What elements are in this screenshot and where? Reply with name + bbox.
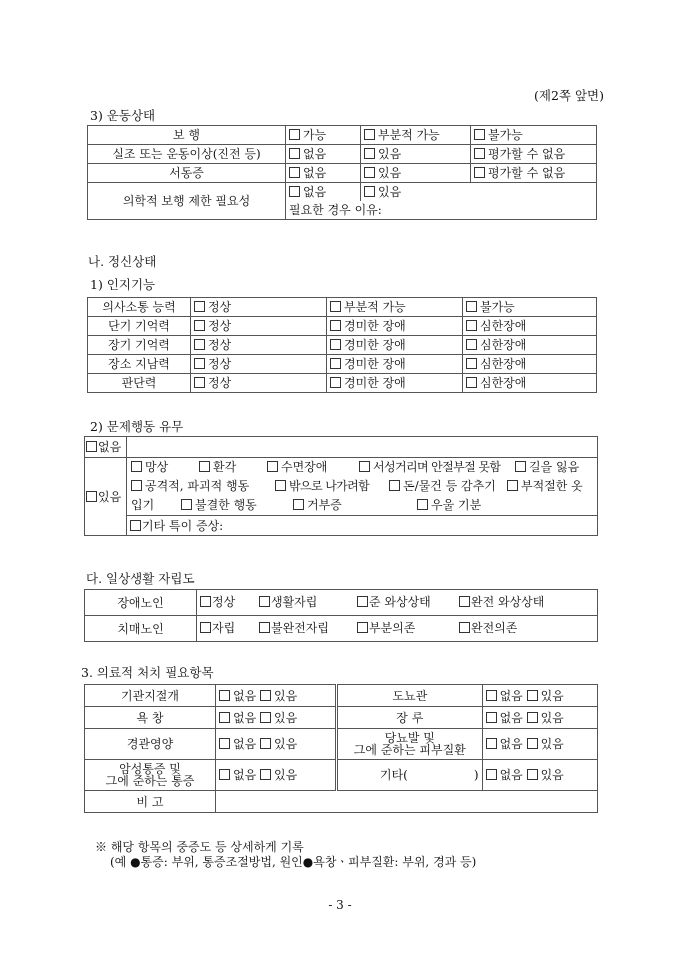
page-number: - 3 - [328,898,352,912]
row-label: 서동증 [88,164,286,183]
row-label: 도뇨관 [337,685,483,707]
daily-row [85,590,598,616]
option[interactable]: 없음 [286,164,361,183]
daily-heading: 다. 일상생활 자립도 [86,571,195,586]
checkbox-icon[interactable] [194,320,205,331]
note-line1: ※ 해당 항목의 중증도 등 상세하게 기록 [95,840,304,854]
cognitive-row [88,317,597,336]
option-continuation: 입기 [131,498,155,512]
option[interactable]: 부적절한 옷 [507,479,583,493]
row-label: 기관지절개 [85,685,216,707]
care-row [85,707,598,729]
option[interactable]: 경미한 장애 [327,317,463,336]
option[interactable]: 경미한 장애 [327,374,463,393]
option[interactable]: 공격적, 파괴적 행동 [131,479,249,493]
checkbox-icon[interactable] [357,622,368,633]
option[interactable]: 수면장애 [267,460,327,474]
option[interactable]: 길을 잃음 [515,460,579,474]
checkbox-icon[interactable] [507,480,518,491]
checkbox-icon[interactable] [181,499,192,510]
checkbox-icon[interactable] [486,738,497,749]
other-field[interactable]: 기타( ) [337,760,483,791]
checkbox-icon[interactable] [364,129,375,140]
cognitive-row [88,336,597,355]
row-label: 장소 지남력 [88,355,191,374]
row-label: 장애노인 [85,590,197,616]
checkbox-icon[interactable] [194,301,205,312]
option[interactable]: 우울 기분 [417,498,481,512]
checkbox-icon[interactable] [466,339,477,350]
row-label: 보 행 [88,126,286,145]
checkbox-icon[interactable] [260,712,271,723]
option[interactable]: 심한장애 [463,355,597,374]
checkbox-icon[interactable] [357,596,368,607]
option[interactable]: 심한장애 [463,336,597,355]
checkbox-icon[interactable] [260,769,271,780]
option[interactable]: 불완전자립 [259,621,329,635]
checkbox-icon[interactable] [330,320,341,331]
cognitive-table [87,297,597,393]
yn-options[interactable]: 없음 있음 [482,760,597,791]
page-header: (제2쪽 앞면) [534,88,604,103]
checkbox-icon[interactable] [194,377,205,388]
checkbox-icon[interactable] [486,712,497,723]
checkbox-icon[interactable] [515,461,526,472]
behavior-table [84,436,598,536]
checkbox-icon[interactable] [474,167,485,178]
option[interactable]: 평가할 수 없음 [471,145,597,164]
other-symptoms-field[interactable]: 기타 특이 증상: [127,516,598,536]
yn-options[interactable]: 없음 있음 [216,685,337,707]
checkbox-icon[interactable] [486,769,497,780]
option[interactable]: 부분적 가능 [361,126,471,145]
checkbox-icon[interactable] [260,738,271,749]
checkbox-icon[interactable] [194,339,205,350]
mobility-row [88,145,597,164]
row-label: 실조 또는 운동이상(진전 등) [88,145,286,164]
option[interactable]: 자립 [200,621,235,635]
yn-options[interactable]: 없음 있음 [216,707,337,729]
checkbox-icon[interactable] [200,622,211,633]
yn-options[interactable]: 없음 있음 [482,707,597,729]
option[interactable]: 완전의존 [459,621,517,635]
yn-options[interactable]: 없음 있음 [216,760,337,791]
care-row [85,729,598,760]
checkbox-icon[interactable] [527,712,538,723]
care-heading: 3. 의료적 처치 필요항목 [81,665,214,680]
mobility-row [88,183,597,202]
checkbox-icon[interactable] [131,461,142,472]
mobility-row [88,126,597,145]
option[interactable]: 서성거리며 안절부절 못함 [359,460,500,474]
option[interactable]: 망상 [131,460,168,474]
reason-field[interactable]: 필요한 경우 이유: [286,201,597,220]
checkbox-icon[interactable] [219,769,230,780]
behavior-none-row [85,437,598,458]
mobility-heading: 3) 운동상태 [90,108,156,123]
note-line2: (예 ●통증: 부위, 통증조절방법, 원인●욕창ㆍ피부질환: 부위, 경과 등) [110,855,477,869]
option[interactable]: 부분적 가능 [327,298,463,317]
checkbox-icon[interactable] [267,461,278,472]
remarks-label: 비 고 [85,791,216,813]
option[interactable]: 정상 [191,298,327,317]
yn-options[interactable]: 없음 있음 [216,729,337,760]
option[interactable]: 불가능 [471,126,597,145]
option[interactable]: 정상 [191,317,327,336]
option[interactable]: 완전 와상상태 [459,595,544,609]
checkbox-icon[interactable] [259,596,270,607]
checkbox-icon[interactable] [364,186,375,197]
option[interactable]: 심한장애 [463,374,597,393]
row-label: 치매노인 [85,616,197,642]
option[interactable]: 돈/물건 등 감추기 [389,479,496,493]
checkbox-icon[interactable] [131,480,142,491]
option[interactable]: 있음 [361,164,471,183]
behavior-heading: 2) 문제행동 유무 [90,419,184,434]
row-label: 암성통증 및 그에 준하는 통증 [85,760,216,791]
row-label: 의사소통 능력 [88,298,191,317]
checkbox-icon[interactable] [330,339,341,350]
row-label: 단기 기억력 [88,317,191,336]
checkbox-icon[interactable] [289,186,300,197]
option[interactable]: 있음 [361,183,597,202]
cognitive-row [88,374,597,393]
checkbox-icon[interactable] [86,491,97,502]
option[interactable]: 준 와상상태 [357,595,431,609]
option[interactable]: 정상 [191,374,327,393]
checkbox-icon[interactable] [466,320,477,331]
daily-table [84,589,598,642]
checkbox-icon[interactable] [259,622,270,633]
option[interactable]: 있음 [361,145,471,164]
option[interactable]: 심한장애 [463,317,597,336]
checkbox-icon[interactable] [219,738,230,749]
yn-options[interactable]: 없음 있음 [482,729,597,760]
checkbox-icon[interactable] [219,690,230,701]
checkbox-icon[interactable] [219,712,230,723]
option[interactable]: 거부증 [293,498,342,512]
care-table [84,684,598,813]
option[interactable]: 없음 [286,183,361,202]
remarks-field[interactable] [216,791,598,813]
checkbox-icon[interactable] [289,167,300,178]
checkbox-icon[interactable] [527,690,538,701]
checkbox-icon[interactable] [364,167,375,178]
option[interactable]: 생활자립 [259,595,317,609]
row-label: 당뇨발 및 그에 준하는 피부질환 [337,729,483,760]
checkbox-icon[interactable] [275,480,286,491]
mental-heading: 나. 정신상태 [88,254,157,269]
option[interactable]: 경미한 장애 [327,336,463,355]
checkbox-icon[interactable] [417,499,428,510]
checkbox-icon[interactable] [86,441,97,452]
checkbox-icon[interactable] [466,377,477,388]
checkbox-icon[interactable] [474,129,485,140]
checkbox-icon[interactable] [459,596,470,607]
option[interactable]: 없음 [286,145,361,164]
row-label: 욕 창 [85,707,216,729]
checkbox-icon[interactable] [474,148,485,159]
checkbox-icon[interactable] [260,690,271,701]
row-label: 장기 기억력 [88,336,191,355]
option[interactable]: 불결한 행동 [181,498,257,512]
option[interactable]: 있음 [85,458,127,536]
option[interactable]: 경미한 장애 [327,355,463,374]
care-row [85,791,598,813]
checkbox-icon[interactable] [293,499,304,510]
mobility-table [87,125,597,220]
checkbox-icon[interactable] [289,129,300,140]
option[interactable]: 가능 [286,126,361,145]
checkbox-icon[interactable] [466,301,477,312]
checkbox-icon[interactable] [359,461,370,472]
checkbox-icon[interactable] [200,596,211,607]
checkbox-icon[interactable] [130,520,141,531]
checkbox-icon[interactable] [527,738,538,749]
cognitive-heading: 1) 인지기능 [90,277,156,292]
checkbox-icon[interactable] [389,480,400,491]
checkbox-icon[interactable] [486,690,497,701]
checkbox-icon[interactable] [330,358,341,369]
row-label: 장 루 [337,707,483,729]
care-row [85,685,598,707]
checkbox-icon[interactable] [459,622,470,633]
option[interactable]: 정상 [191,336,327,355]
option[interactable]: 정상 [200,595,235,609]
option[interactable]: 밖으로 나가려함 [275,479,369,493]
checkbox-icon[interactable] [199,461,210,472]
checkbox-icon[interactable] [194,358,205,369]
option[interactable]: 정상 [191,355,327,374]
care-row [85,760,598,791]
checkbox-icon[interactable] [289,148,300,159]
mobility-row [88,164,597,183]
checkbox-icon[interactable] [330,377,341,388]
option[interactable]: 평가할 수 없음 [471,164,597,183]
row-label: 경관영양 [85,729,216,760]
cognitive-row [88,298,597,317]
option[interactable]: 부분의존 [357,621,415,635]
behavior-yes-row [85,458,598,478]
option[interactable]: 없음 [85,437,127,458]
daily-row [85,616,598,642]
checkbox-icon[interactable] [364,148,375,159]
checkbox-icon[interactable] [466,358,477,369]
cognitive-row [88,355,597,374]
option[interactable]: 불가능 [463,298,597,317]
row-label: 판단력 [88,374,191,393]
checkbox-icon[interactable] [527,769,538,780]
yn-options[interactable]: 없음 있음 [482,685,597,707]
row-label: 의학적 보행 제한 필요성 [88,183,286,220]
checkbox-icon[interactable] [330,301,341,312]
option[interactable]: 환각 [199,460,236,474]
